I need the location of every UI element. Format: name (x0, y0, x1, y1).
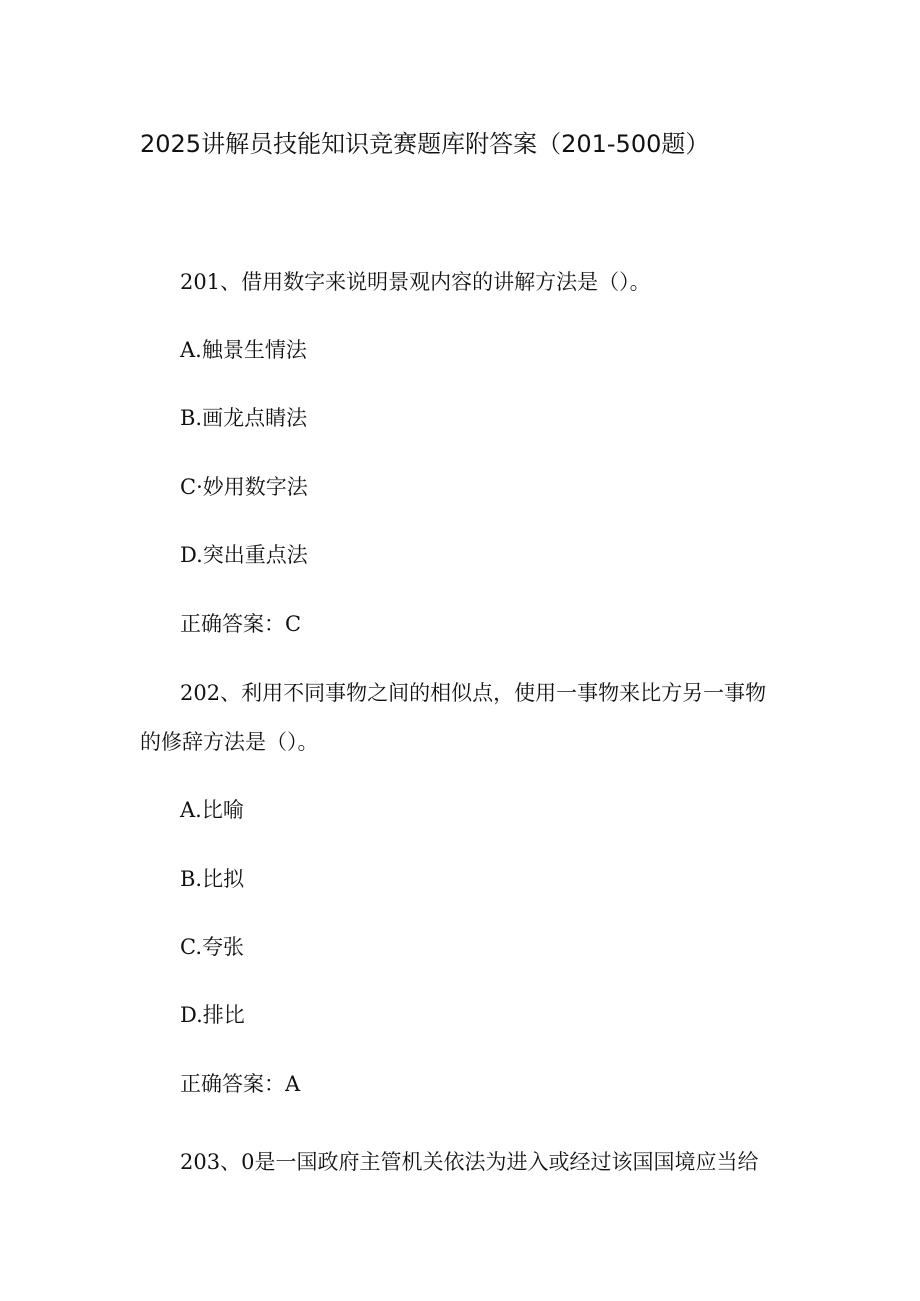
question-201-option-b: B.画龙点睛法 (180, 406, 308, 430)
document-title: 2025讲解员技能知识竞赛题库附答案（201-500题） (140, 130, 710, 158)
question-201-option-a: A.触景生情法 (180, 338, 307, 362)
question-201-stem: 201、借用数字来说明景观内容的讲解方法是（）。 (180, 270, 651, 294)
question-202-option-c: C.夸张 (180, 935, 244, 959)
question-202-option-b: B.比拟 (180, 867, 245, 891)
question-202-stem-line-2: 的修辞方法是（）。 (140, 730, 319, 754)
question-201-option-c: C·妙用数字法 (180, 475, 308, 499)
question-201-option-d: D.突出重点法 (180, 543, 308, 567)
question-202-stem-line-1: 202、利用不同事物之间的相似点，使用一事物来比方另一事物 (180, 681, 767, 705)
question-202-option-a: A.比喻 (180, 798, 244, 822)
question-201-answer: 正确答案：C (180, 612, 302, 636)
question-202-option-d: D.排比 (180, 1003, 245, 1027)
question-202-answer: 正确答案：A (180, 1072, 301, 1096)
question-203-stem-line-1: 203、0是一国政府主管机关依法为进入或经过该国国境应当给 (180, 1150, 759, 1174)
